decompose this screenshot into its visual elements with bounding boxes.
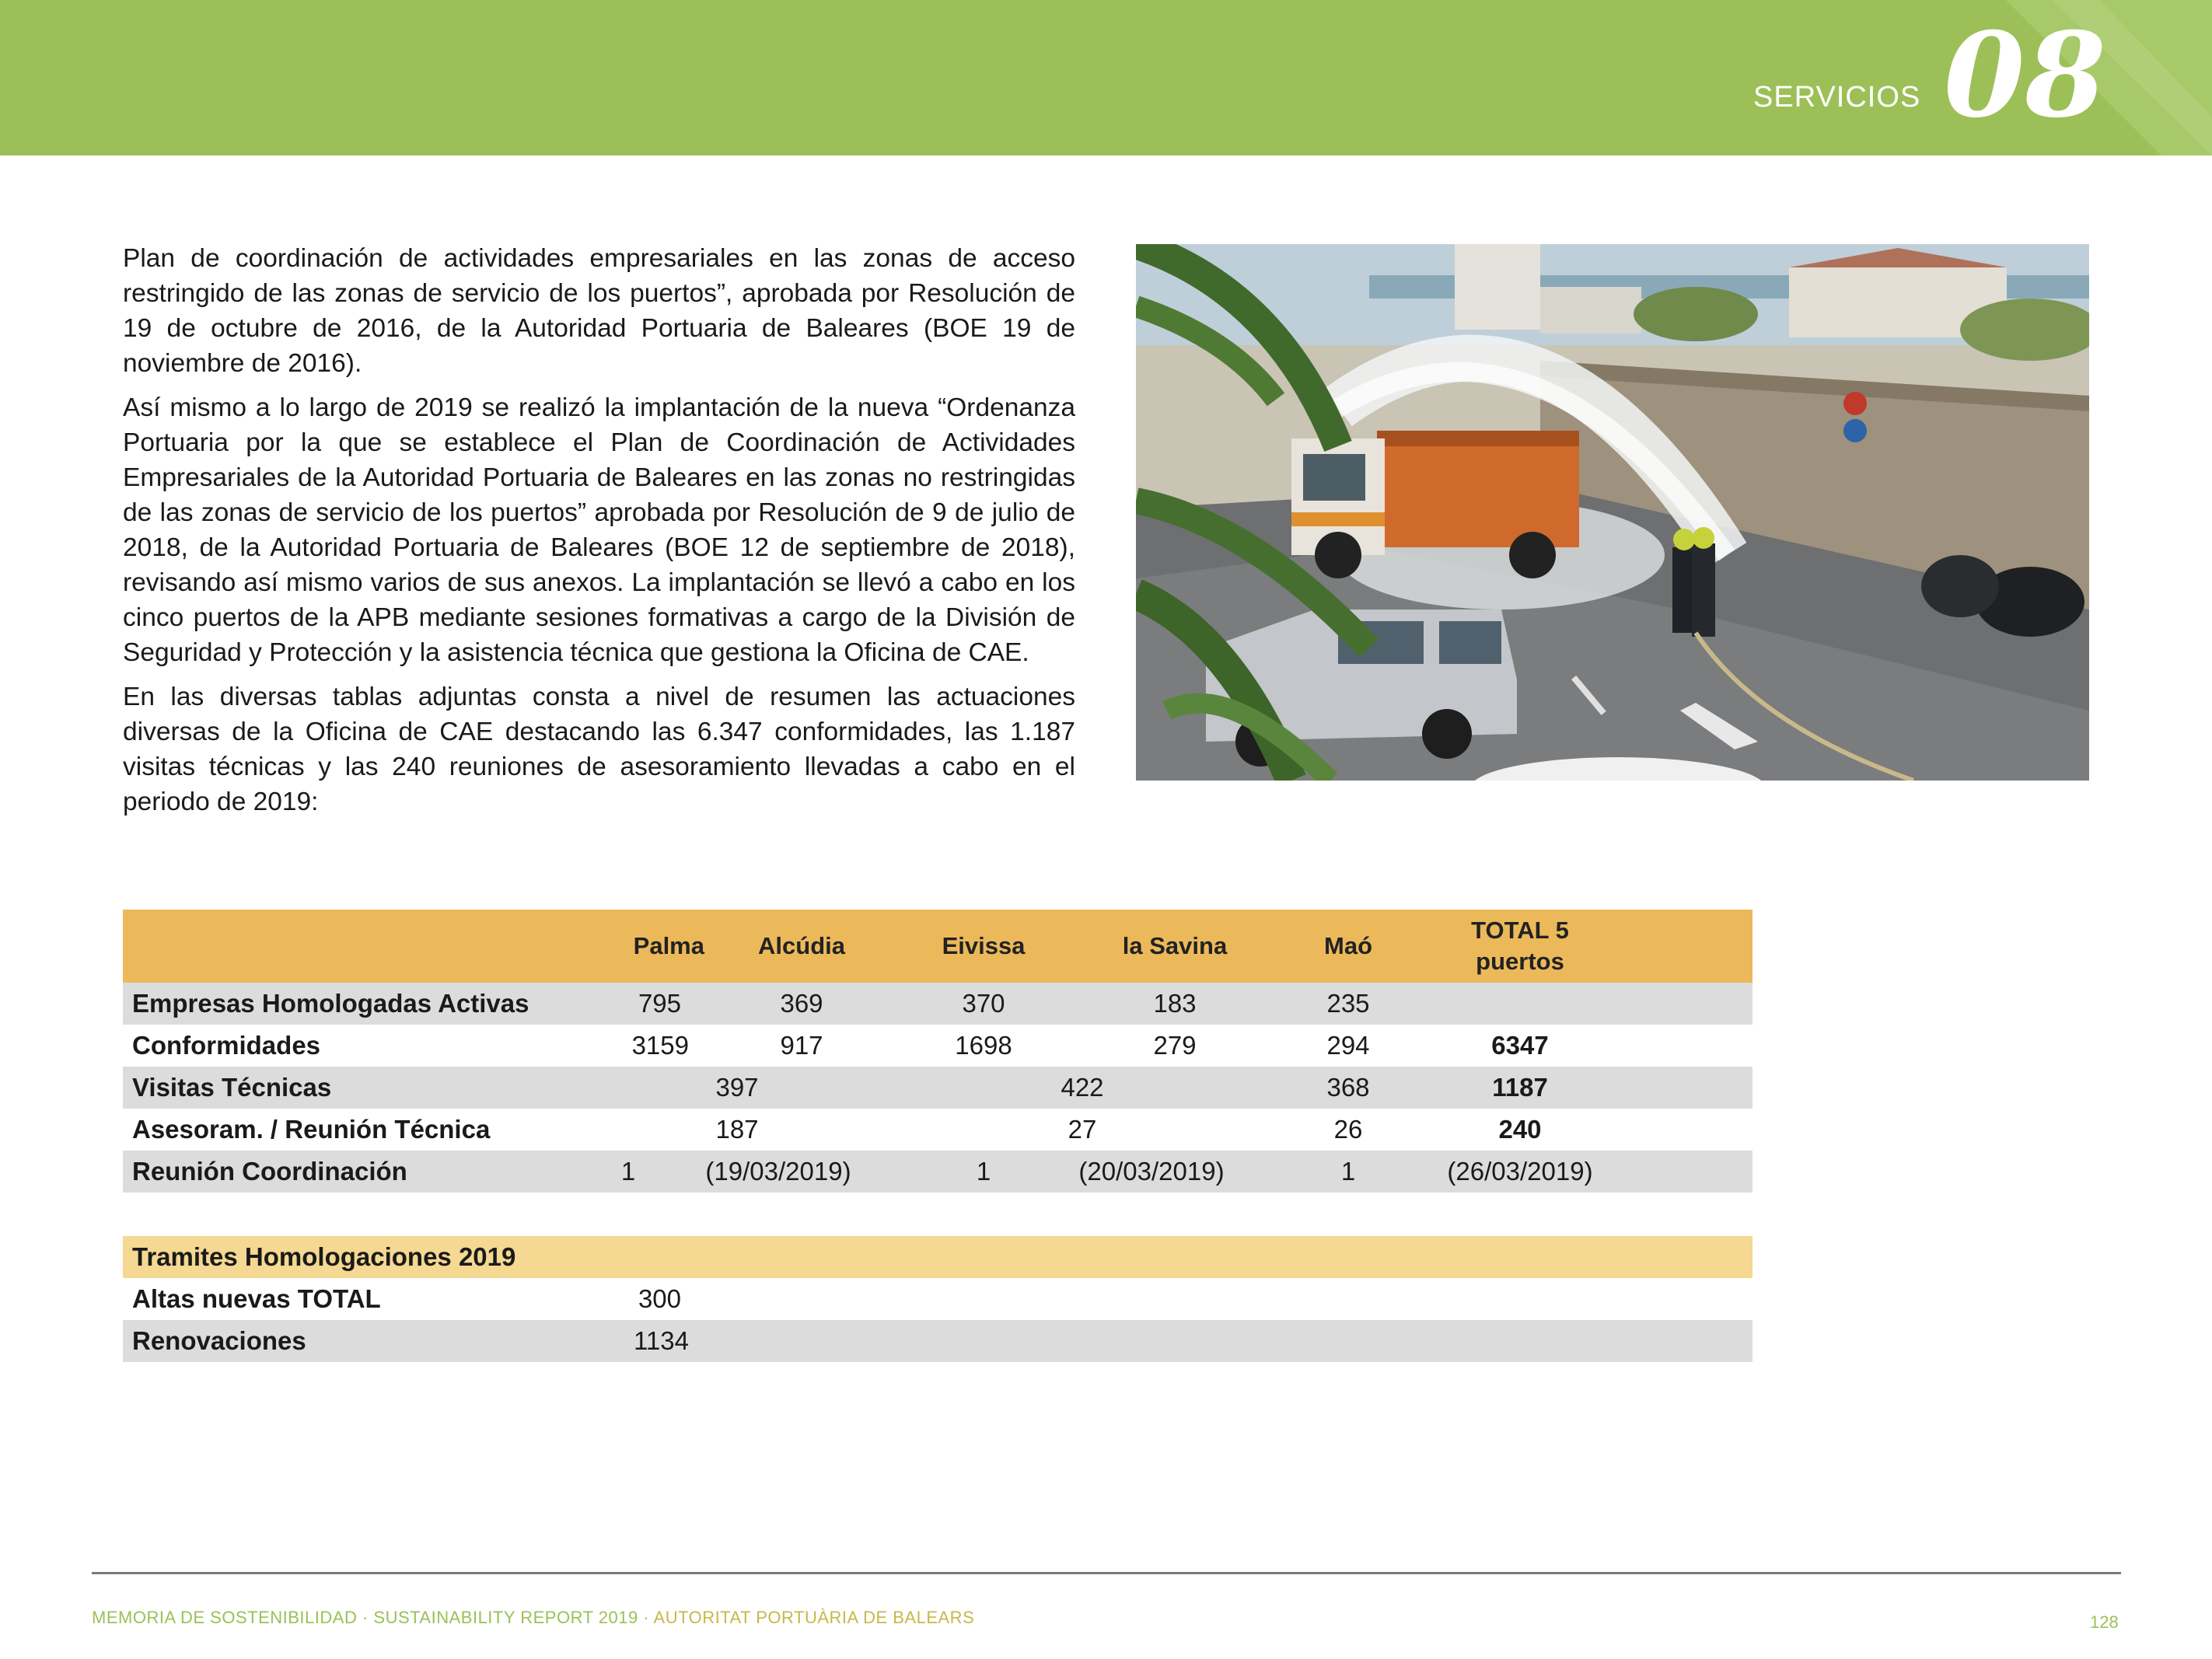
- cell-value: 294: [1326, 1031, 1370, 1060]
- body-text: [123, 241, 1075, 829]
- table-title-row: [123, 1236, 1752, 1278]
- paragraph-3: En las diversas tablas adjuntas consta a nivel de resumen las actuaciones diversas de la Oficina de CAE destacando las 6.347 conformidades, las 1.187 visitas técnicas y las 240 reuniones de asesoramiento llevadas a cabo en el periodo de 2019:: [123, 683, 1075, 816]
- cell-value: 369: [704, 983, 875, 1025]
- cell-value: 1698: [955, 1031, 1012, 1060]
- cell-value: 3159: [631, 1031, 689, 1060]
- photo-fire-drill: [1136, 244, 2089, 781]
- cell-value: 368: [1258, 1067, 1431, 1109]
- cell-value: 795: [552, 983, 704, 1025]
- cell-total: 6347: [1491, 1031, 1549, 1060]
- col-header-alcudia: Alcúdia: [704, 910, 875, 983]
- col-header-eivissa: Eivissa: [875, 910, 1061, 983]
- footer-organization: AUTORITAT PORTUÀRIA DE BALEARS: [653, 1608, 975, 1627]
- table-row: [123, 1320, 1752, 1362]
- col-header-palma: Palma: [552, 910, 704, 983]
- table-row: [123, 1151, 1752, 1193]
- cell-value: 1: [875, 1151, 1061, 1193]
- row-label: Conformidades: [132, 1031, 321, 1060]
- cell-date: (20/03/2019): [1061, 1151, 1258, 1193]
- table-row: [123, 1278, 1752, 1320]
- cell-value: 300: [638, 1284, 681, 1313]
- cell-value: 279: [1153, 1031, 1197, 1060]
- cell-value: 26: [1333, 1115, 1363, 1144]
- row-label: Reunión Coordinación: [123, 1151, 552, 1193]
- photo-illustration: [1136, 244, 2089, 781]
- row-label: Renovaciones: [123, 1320, 552, 1362]
- section-label: SERVICIOS: [1753, 81, 1921, 114]
- col-header-mao: Maó: [1258, 910, 1431, 983]
- row-label: Empresas Homologadas Activas: [123, 983, 552, 1025]
- paragraph-1: Plan de coordinación de actividades empresariales en las zonas de acceso restringido de las zonas de servicio de los puertos”, aprobada por Resolución de 19 de octubre de 2016, de la Autoridad Portuaria de Baleares (BOE 19 de noviembre de 2016).: [123, 244, 1075, 378]
- table-row: [123, 1067, 1752, 1109]
- col-header-total: TOTAL 5 puertos: [1431, 910, 1625, 983]
- cell-date: (26/03/2019): [1431, 1151, 1625, 1193]
- table-row: [123, 1109, 1752, 1151]
- footer-report-title: MEMORIA DE SOSTENIBILIDAD · SUSTAINABILITY REPORT 2019 ·: [92, 1608, 654, 1627]
- cell-value: 1: [1258, 1151, 1431, 1193]
- col-header-savina: la Savina: [1061, 910, 1258, 983]
- cell-value: 1134: [552, 1320, 704, 1362]
- table-row: [123, 983, 1752, 1025]
- cell-total: 1187: [1431, 1067, 1625, 1109]
- cell-value: 917: [780, 1031, 823, 1060]
- page-header: [0, 0, 2212, 155]
- header-stripe-decoration: [0, 0, 2212, 155]
- cell-value: 1: [552, 1151, 704, 1193]
- paragraph-2: Así mismo a lo largo de 2019 se realizó la implantación de la nueva “Ordenanza Portuaria por la que se establece el Plan de Coordinación de Actividades Empresariales de la Autoridad Portuaria de Baleares en las zonas no restringidas de las zonas de servicio de los puertos” aprobada por Resolución de 9 de julio de 2018, de la Autoridad Portuaria de Baleares (BOE 12 de septiembre de 2018), revisando así mismo varios de sus anexos. La implantación se llevó a cabo en los cinco puertos de la APB mediante sesiones formativas a cargo de la División de Seguridad y Protección y la asistencia técnica que gestiona la Oficina de CAE.: [123, 393, 1075, 667]
- footer-divider: [92, 1572, 2121, 1574]
- row-label: Visitas Técnicas: [123, 1067, 552, 1109]
- footer-text: [92, 1608, 974, 1628]
- cae-activity-table: [123, 910, 1752, 1193]
- cell-value: 187: [715, 1115, 759, 1144]
- cell-value: 397: [552, 1067, 875, 1109]
- table-row: [123, 1025, 1752, 1067]
- page-number: 128: [2090, 1612, 2119, 1632]
- row-label: Altas nuevas TOTAL: [132, 1284, 381, 1313]
- homologaciones-table: [123, 1236, 1752, 1362]
- table-header-row: [123, 910, 1752, 983]
- table-title: Tramites Homologaciones 2019: [123, 1236, 1752, 1278]
- cell-value: 235: [1258, 983, 1431, 1025]
- cell-value: 370: [875, 983, 1061, 1025]
- row-label: Asesoram. / Reunión Técnica: [132, 1115, 491, 1144]
- section-number: 08: [1944, 7, 2106, 144]
- cell-value: 422: [875, 1067, 1258, 1109]
- cell-date: (19/03/2019): [704, 1151, 875, 1193]
- cell-total: 240: [1498, 1115, 1542, 1144]
- cell-value: 183: [1061, 983, 1258, 1025]
- cell-value: 27: [1068, 1115, 1097, 1144]
